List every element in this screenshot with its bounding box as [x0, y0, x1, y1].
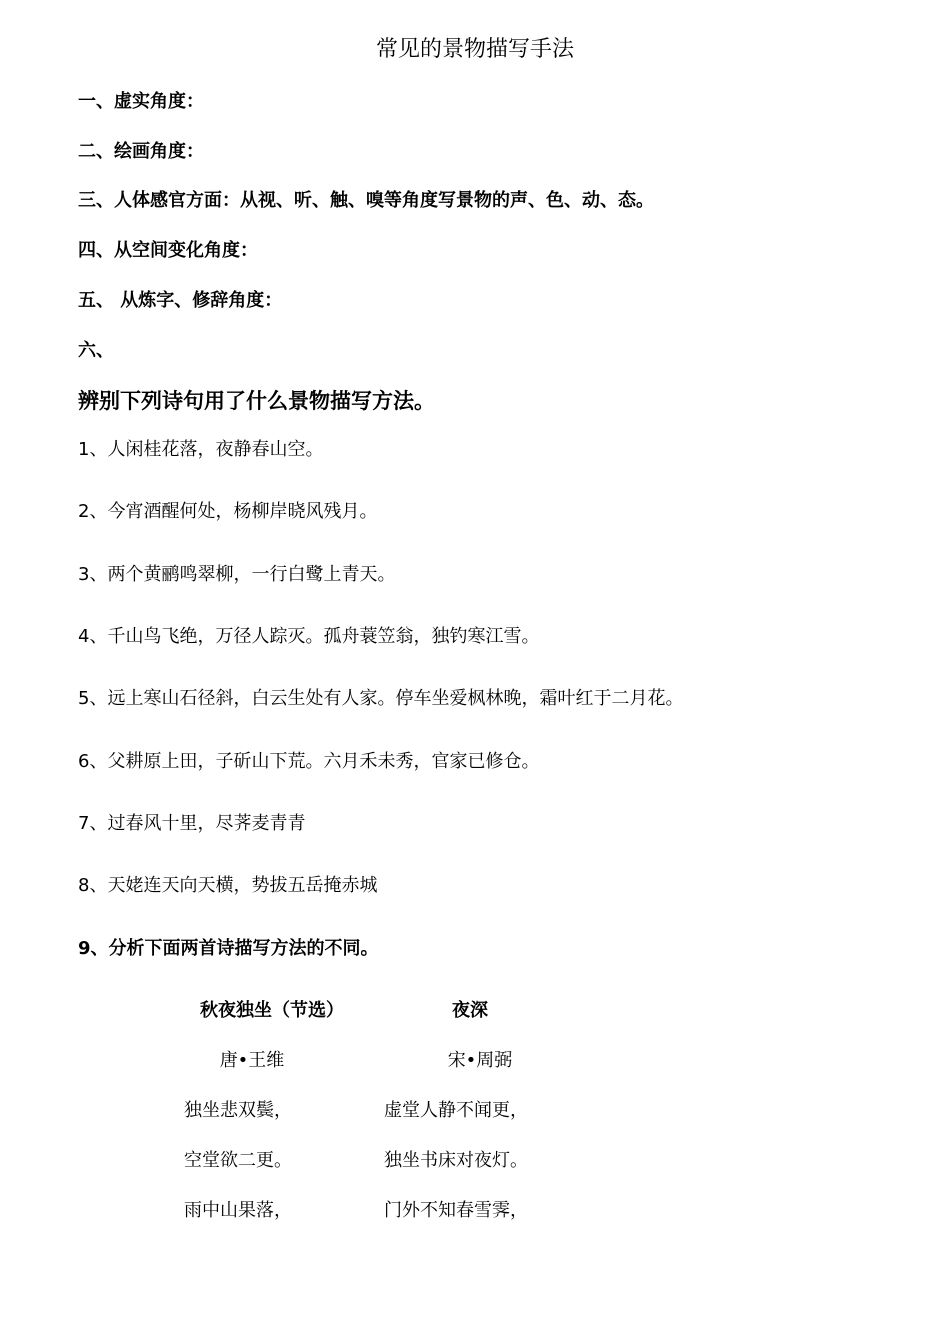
poem-2-line-3: 门外不知春雪霁， — [384, 1200, 528, 1221]
section-3: 三、人体感官方面：从视、听、触、嗅等角度写景物的声、色、动、态。 — [78, 190, 654, 211]
exercise-item-8: 8、天姥连天向天横，势拔五岳掩赤城 — [78, 875, 378, 896]
section-5: 五、 从炼字、修辞角度： — [78, 290, 283, 311]
section-2: 二、绘画角度： — [78, 141, 204, 162]
section-6: 六、 — [78, 340, 114, 361]
exercise-item-3: 3、两个黄鹂鸣翠柳，一行白鹭上青天。 — [78, 564, 396, 585]
poem-1-line-1: 独坐悲双鬓， — [184, 1100, 292, 1121]
exercise-item-6: 6、父耕原上田，子斫山下荒。六月禾未秀，官家已修仓。 — [78, 751, 540, 772]
exercise-item-5: 5、远上寒山石径斜，白云生处有人家。停车坐爱枫林晚，霜叶红于二月花。 — [78, 688, 684, 709]
exercise-item-9: 9、分析下面两首诗描写方法的不同。 — [78, 938, 379, 959]
document-title: 常见的景物描写手法 — [375, 37, 574, 62]
poem-2-author: 宋•周弼 — [447, 1050, 513, 1071]
poem-1-author: 唐•王维 — [219, 1050, 285, 1071]
exercise-item-4: 4、千山鸟飞绝，万径人踪灭。孤舟蓑笠翁，独钓寒江雪。 — [78, 626, 540, 647]
poem-2-line-2: 独坐书床对夜灯。 — [384, 1150, 528, 1171]
exercise-item-7: 7、过春风十里，尽荠麦青青 — [78, 813, 306, 834]
exercise-heading: 辨别下列诗句用了什么景物描写方法。 — [78, 389, 435, 413]
exercise-item-1: 1、人闲桂花落，夜静春山空。 — [78, 439, 324, 460]
section-4: 四、从空间变化角度： — [78, 240, 258, 261]
poem-1-title: 秋夜独坐（节选） — [200, 1000, 344, 1021]
poem-1-line-2: 空堂欲二更。 — [184, 1150, 292, 1171]
poem-2-line-1: 虚堂人静不闻更， — [384, 1100, 528, 1121]
exercise-item-2: 2、今宵酒醒何处，杨柳岸晓风残月。 — [78, 501, 378, 522]
poem-2-title: 夜深 — [452, 1000, 488, 1021]
section-1: 一、虚实角度： — [78, 91, 204, 112]
poem-1-line-3: 雨中山果落， — [184, 1200, 292, 1221]
